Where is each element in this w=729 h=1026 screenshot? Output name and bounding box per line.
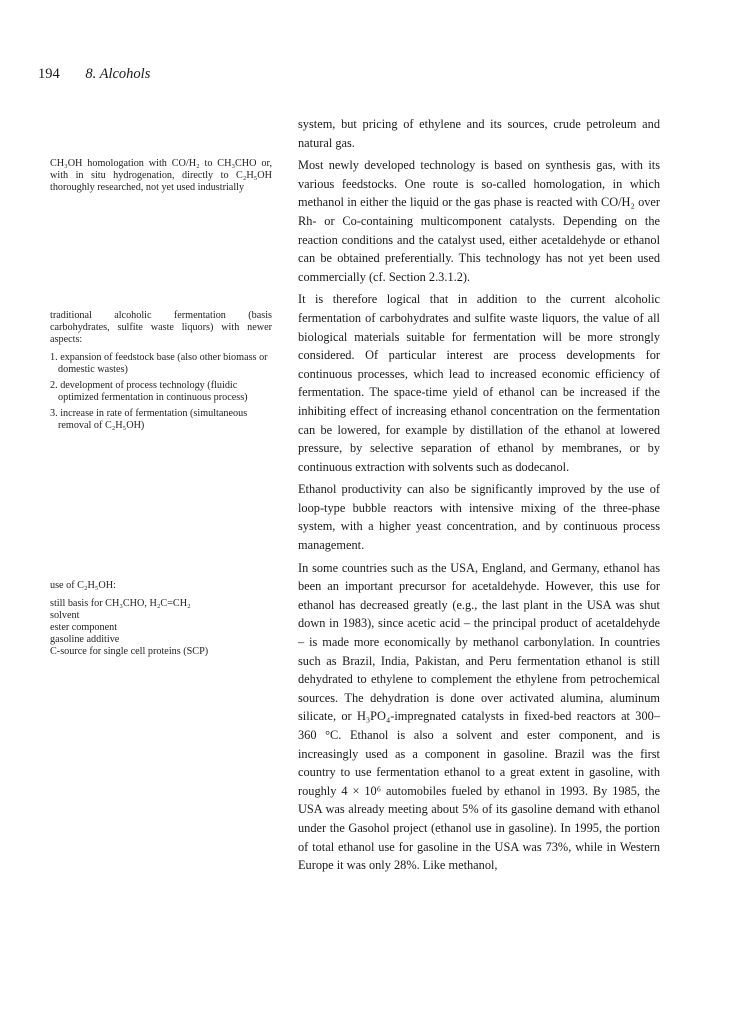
body-paragraph: Most newly developed technology is based on synthesis gas, with its various feedstocks. One route is so-called homologation, in which methanol in either the liquid or the gas phase is reacted with CO/H₂ over Rh- or Co-containing multicomponent catalysts. Depending on the reaction conditions and the catalyst used, either acetaldehyde or ethanol can be obtained preferentially. This technology has not yet been used commercially (cf. Section 2.3.1.2). [298, 158, 660, 284]
uses-list [50, 598, 272, 658]
list-item: 1. expansion of feedstock base (also other biomass or domestic wastes) [50, 352, 268, 375]
list-item: solvent [50, 610, 80, 621]
body-paragraph: In some countries such as the USA, England, and Germany, ethanol has been an important precursor for acetaldehyde. However, this use for ethanol has decreased greatly (e.g., the last plant in the USA was shut down in 1983), since acetic acid – the principal product of acetaldehyde – is made more economically by methanol carbonylation. In countries such as Brazil, India, Pakistan, and Peru fermentation ethanol is still dehydrated to ethylene to complement the ethylene from petrochemical sources. The dehydration is done over activated alumina, aluminum silicate, or H₃PO₄-impregnated catalysts in fixed-bed reactors at 300–360 °C. Ethanol is also a solvent and ester component, and is increasingly used as a component in gasoline. Brazil was the first country to use fermentation ethanol to a great extent in gasoline, with roughly 4 × 10⁶ automobiles fueled by ethanol in 1993. By 1985, the USA was already meeting about 5% of its gasoline demand with ethanol under the Gasohol project (ethanol use in gasoline). In 1995, the portion of total ethanol use for gasoline in the USA was 73%, while in Western Europe it was only 28%. Like methanol, [298, 560, 660, 873]
list-item: ester component [50, 622, 118, 633]
margin-note-fermentation-intro: traditional alcoholic fermentation (basis carbohydrates, sulfite waste liquors) with newer aspects: [50, 310, 272, 345]
body-paragraph: It is therefore logical that in addition to the current alcoholic fermentation of carbohydrates and sulfite waste liquors, the value of all biological materials suitable for fermentation will be more strongly considered. Of particular interest are process developments for continuous processes, which lead to increased economic efficiency of fermentation. The space-time yield of ethanol can be increased if the inhibiting effect of increasing ethanol concentration on the fermentation can be lowered, for example by distillation of the ethanol at lowered pressure, by selective separation of ethanol by membranes, or by continuous extraction with solvents such as dodecanol. [298, 292, 660, 474]
margin-note-homologation [50, 158, 272, 194]
list-item: 2. development of process technology (fluidic optimized fermentation in continuous process) [50, 380, 248, 403]
body-paragraph: Ethanol productivity can also be significantly improved by the use of loop-type bubble reactors with intensive mixing of the three-phase system, with a higher yeast concentration, and by continuous process management. [298, 482, 660, 553]
body-paragraph: system, but pricing of ethylene and its sources, crude petroleum and natural gas. [298, 117, 660, 150]
list-item: C-source for single cell proteins (SCP) [50, 646, 209, 657]
list-item: gasoline additive [50, 634, 120, 645]
chapter-title: 8. Alcohols [85, 66, 151, 82]
body-column [298, 115, 660, 875]
margin-note-uses [50, 580, 272, 658]
list-item: still basis for CH₃CHO, H₂C=CH₂ [50, 598, 191, 609]
fermentation-aspects-list [50, 352, 272, 432]
margin-note-uses-title: use of C₂H₅OH: [50, 580, 116, 591]
list-item: 3. increase in rate of fermentation (simultaneous removal of C₂H₅OH) [50, 408, 248, 431]
margin-note-fermentation [50, 310, 272, 436]
page-number: 194 [38, 66, 60, 82]
page-header [38, 66, 150, 83]
margin-note-homologation-text: CH₃OH homologation with CO/H₂ to CH₃CHO or, with in situ hydrogenation, directly to C₂H₅OH thoroughly researched, not yet used industrially [50, 158, 272, 193]
